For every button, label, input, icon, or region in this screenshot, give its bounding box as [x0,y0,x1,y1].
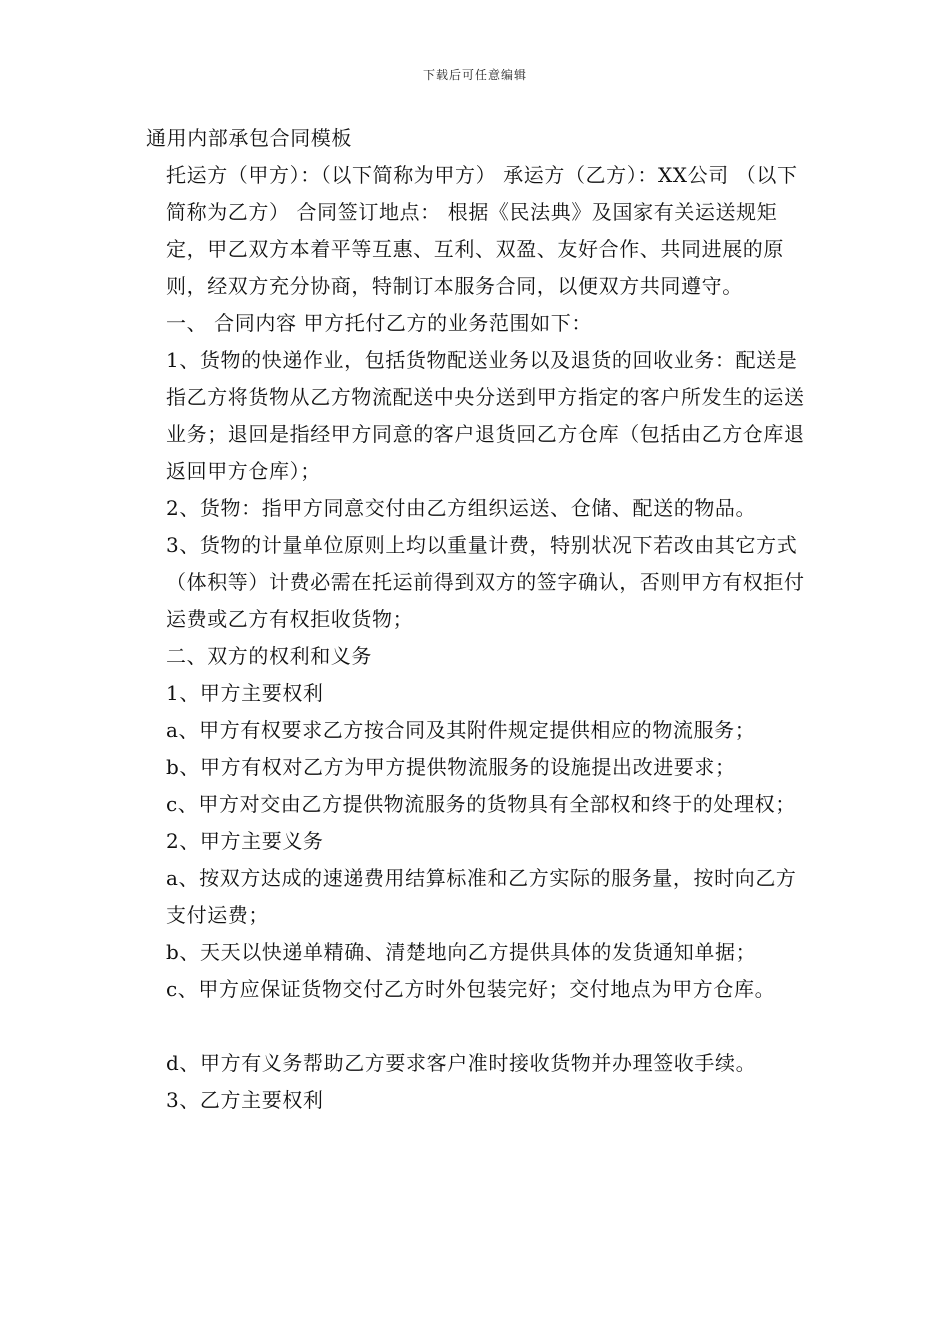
document-title: 通用内部承包合同模板 [146,126,352,150]
section-1-heading: 一、 合同内容 甲方托付乙方的业务范围如下： [166,311,592,335]
section-2-sub-2-a: a、按双方达成的速递费用结算标准和乙方实际的服务量，按时向乙方支付运费； [166,866,797,927]
section-2-sub-1-a: a、甲方有权要求乙方按合同及其附件规定提供相应的物流服务； [166,718,756,742]
section-2-sub-2-c: c、甲方应保证货物交付乙方时外包装完好；交付地点为甲方仓库。 [166,977,776,1001]
section-1-item-3: 3、货物的计量单位原则上均以重量计费，特别状况下若改由其它方式（体积等）计费必需在托运前得到双方的签字确认，否则甲方有权拒付运费或乙方有权拒收货物； [166,533,805,631]
paragraph-gap [146,1008,814,1045]
section-1-item-2: 2、货物：指甲方同意交付由乙方组织运送、仓储、配送的物品。 [166,496,757,520]
section-2-heading: 二、双方的权利和义务 [166,644,372,668]
intro-paragraph: 托运方（甲方）：（以下简称为甲方） 承运方（乙方）：XX公司 （以下简称为乙方） 合同签订地点： 根据《民法典》及国家有关运送规矩定，甲乙双方本着平等互惠、互利、双盈、友好合作、共同进展的原则，经双方充分协商，特制订本服务合同，以便双方共同遵守。 [166,163,798,298]
section-2-sub-2-b: b、天天以快递单精确、清楚地向乙方提供具体的发货通知单据； [166,940,757,964]
section-2-sub-3: 3、乙方主要权利 [166,1088,324,1112]
section-2-sub-1-c: c、甲方对交由乙方提供物流服务的货物具有全部权和终于的处理权； [166,792,796,816]
section-2-sub-2-d: d、甲方有义务帮助乙方要求客户准时接收货物并办理签收手续。 [166,1051,757,1075]
section-1-item-1: 1、货物的快递作业，包括货物配送业务以及退货的回收业务：配送是指乙方将货物从乙方物流配送中央分送到甲方指定的客户所发生的运送业务；退回是指经甲方同意的客户退货回乙方仓库（包括由乙方仓库退返回甲方仓库）； [166,348,805,483]
page-header-note: 下载后可任意编辑 [422,68,527,82]
section-2-sub-1: 1、甲方主要权利 [166,681,324,705]
section-2-sub-2: 2、甲方主要义务 [166,829,324,853]
document-body [146,120,814,1119]
section-2-sub-1-b: b、甲方有权对乙方为甲方提供物流服务的设施提出改进要求； [166,755,736,779]
